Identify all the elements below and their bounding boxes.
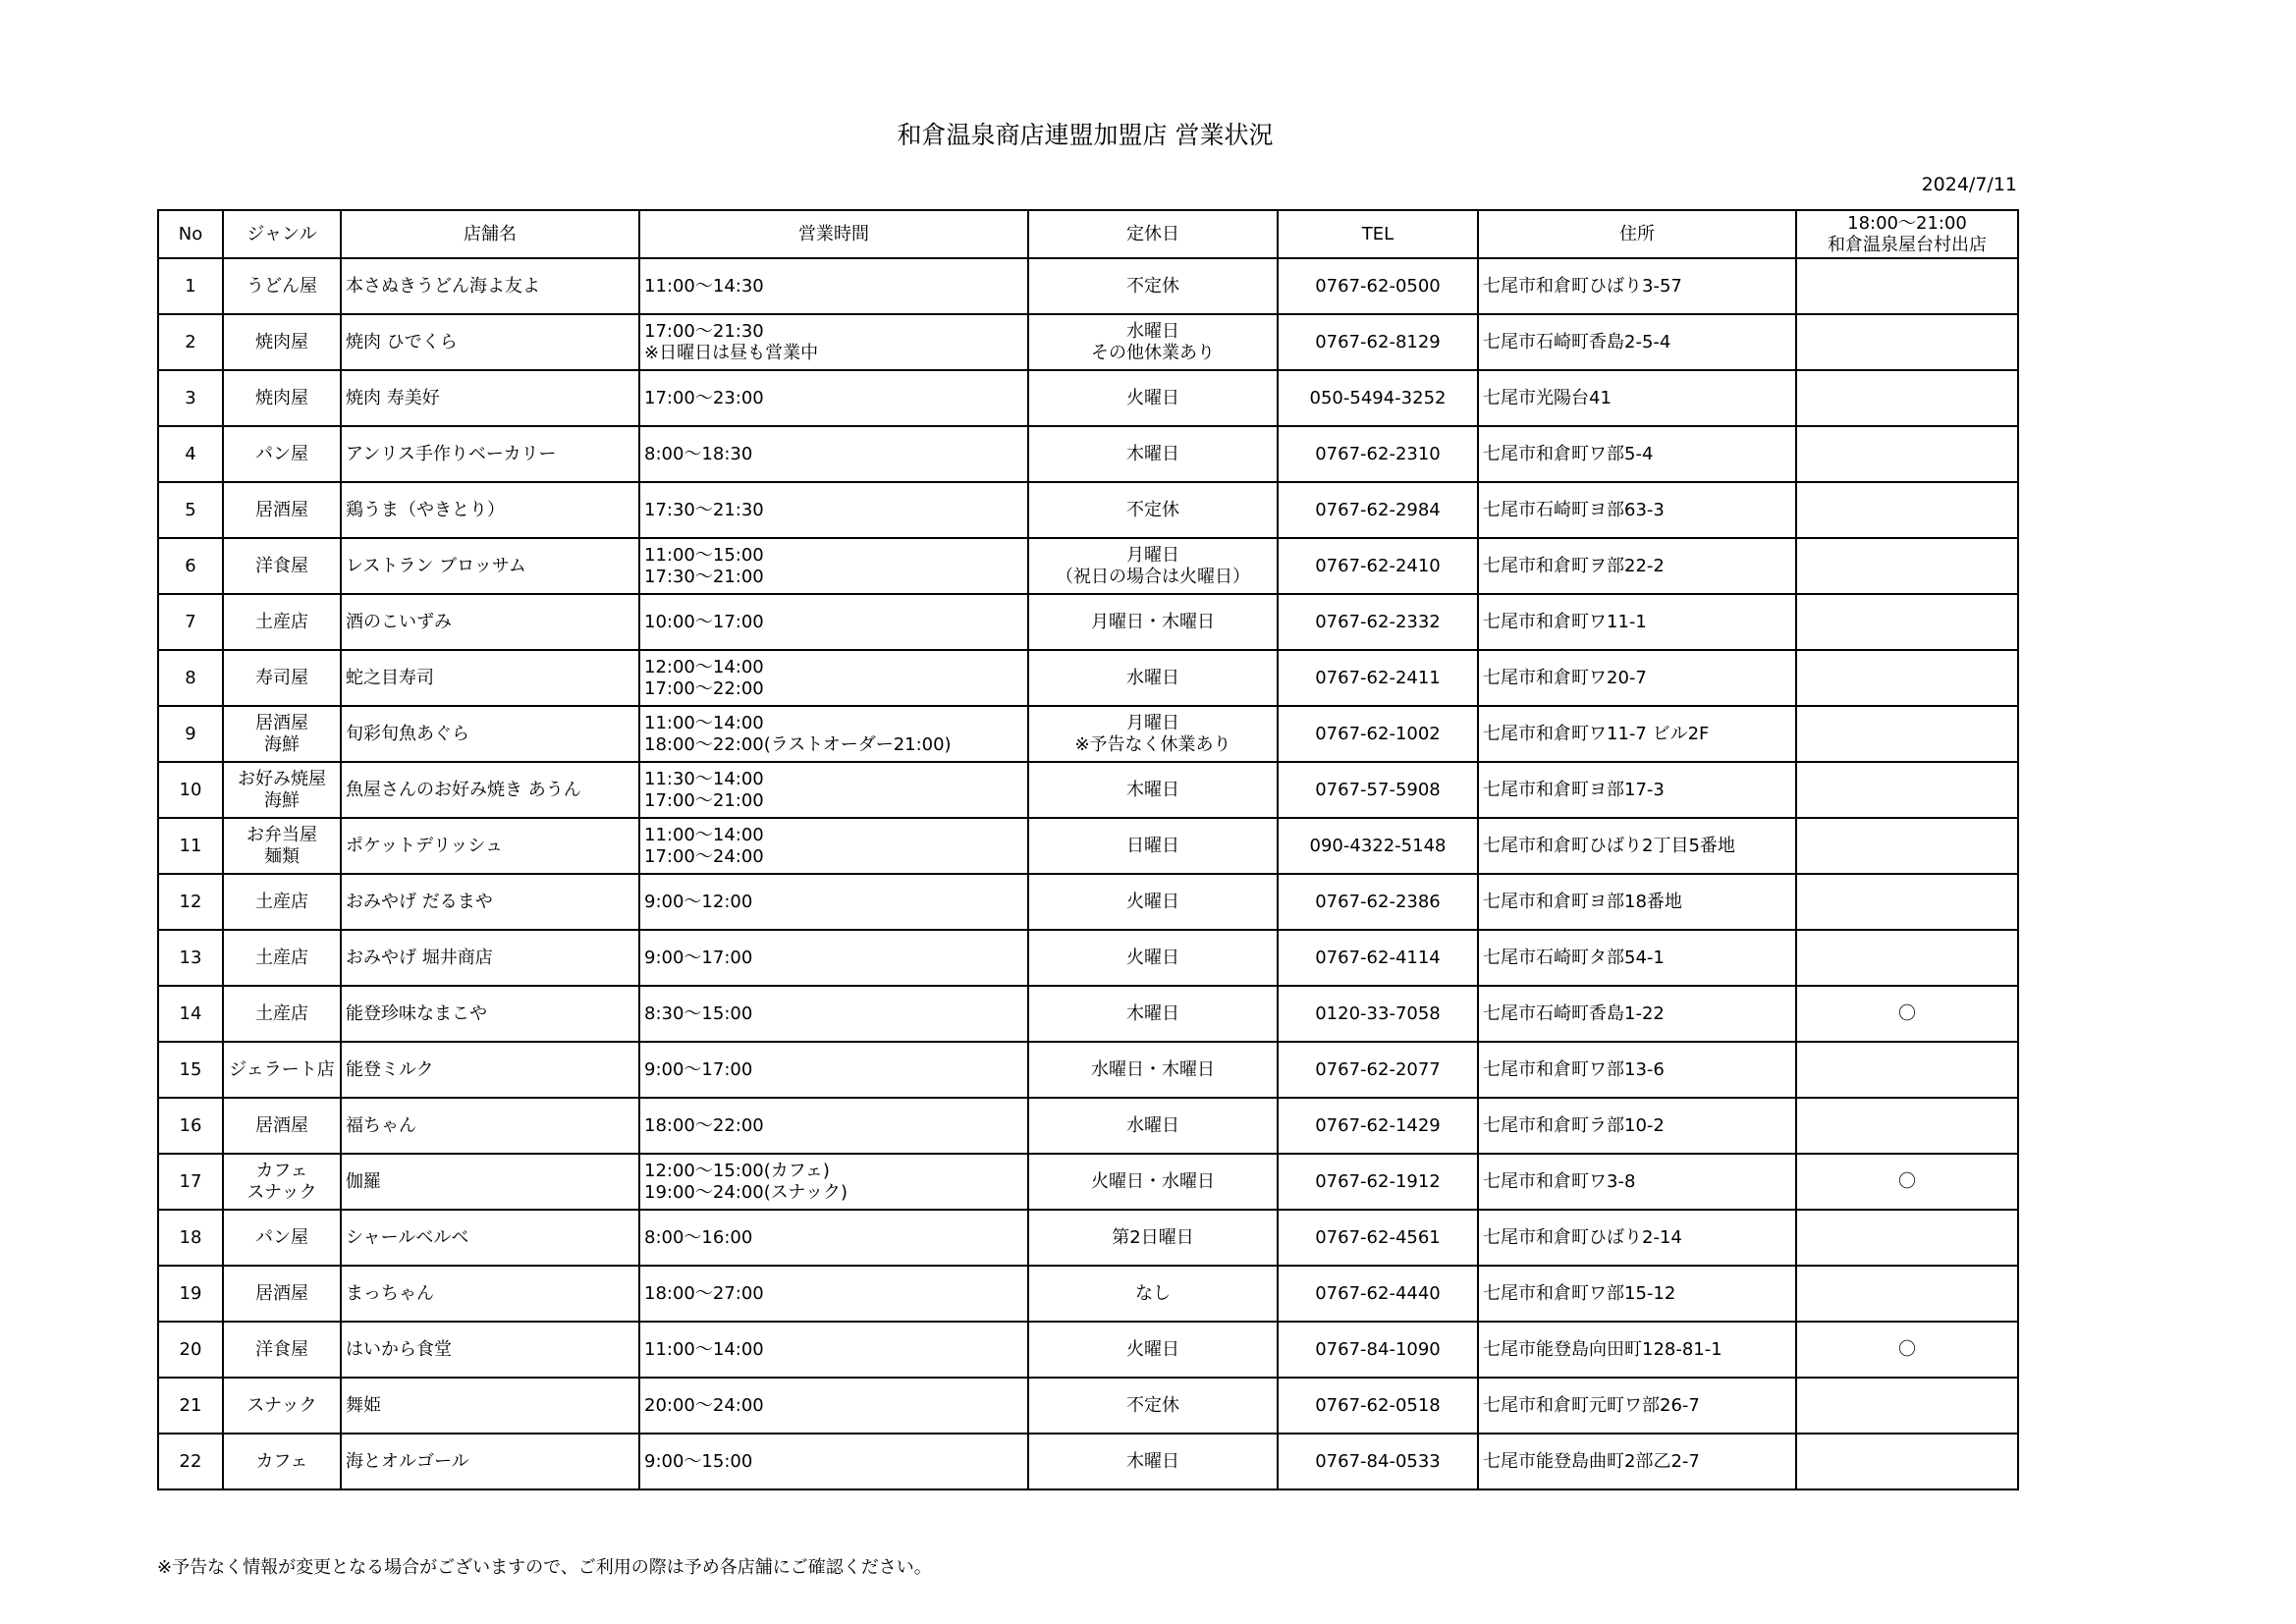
cell-yatai <box>1796 370 2018 426</box>
cell-hours <box>639 874 1028 930</box>
cell-genre-line: 洋食屋 <box>255 555 308 576</box>
cell-holiday-line: 水曜日 <box>1126 320 1179 342</box>
cell-holiday-line: 水曜日 <box>1126 1114 1179 1136</box>
cell-tel: 0767-57-5908 <box>1278 762 1478 818</box>
cell-genre-line: スナック <box>246 1394 317 1416</box>
cell-genre-line: カフェ <box>255 1160 308 1181</box>
table-row <box>158 818 2018 874</box>
cell-hours-line: 19:00～24:00(スナック) <box>644 1181 848 1203</box>
cell-yatai <box>1796 1042 2018 1098</box>
cell-hours <box>639 538 1028 594</box>
table-row <box>158 1266 2018 1322</box>
cell-hours-line: 18:00～27:00 <box>644 1282 764 1304</box>
cell-store-name: 海とオルゴール <box>341 1434 639 1489</box>
cell-holiday <box>1028 370 1278 426</box>
cell-genre <box>223 986 341 1042</box>
header-address: 住所 <box>1478 210 1796 258</box>
header-store-name: 店舗名 <box>341 210 639 258</box>
cell-store-name: 鶏うま（やきとり） <box>341 482 639 538</box>
cell-genre <box>223 1210 341 1266</box>
cell-yatai <box>1796 594 2018 650</box>
cell-genre-line: 土産店 <box>255 891 308 912</box>
cell-holiday <box>1028 1210 1278 1266</box>
cell-hours <box>639 1154 1028 1210</box>
cell-yatai: 〇 <box>1796 1322 2018 1378</box>
cell-yatai <box>1796 1210 2018 1266</box>
cell-genre-line: 焼肉屋 <box>255 331 308 352</box>
cell-hours <box>639 1042 1028 1098</box>
cell-genre <box>223 314 341 370</box>
cell-yatai <box>1796 538 2018 594</box>
cell-genre <box>223 762 341 818</box>
cell-hours-line: 8:00～16:00 <box>644 1226 753 1248</box>
cell-holiday <box>1028 650 1278 706</box>
cell-store-name: 焼肉 ひでくら <box>341 314 639 370</box>
cell-holiday-line: その他休業あり <box>1091 342 1215 363</box>
cell-holiday-line: 火曜日 <box>1126 947 1179 968</box>
cell-holiday-line: 不定休 <box>1126 275 1179 297</box>
cell-holiday <box>1028 874 1278 930</box>
table-row <box>158 930 2018 986</box>
cell-store-name: 舞姫 <box>341 1378 639 1434</box>
cell-holiday <box>1028 986 1278 1042</box>
cell-genre-line: 洋食屋 <box>255 1338 308 1360</box>
cell-no: 19 <box>158 1266 223 1322</box>
cell-holiday-line: 火曜日 <box>1126 387 1179 408</box>
cell-holiday <box>1028 594 1278 650</box>
cell-store-name: はいから食堂 <box>341 1322 639 1378</box>
cell-holiday <box>1028 818 1278 874</box>
cell-store-name: おみやげ だるまや <box>341 874 639 930</box>
table-row <box>158 1098 2018 1154</box>
cell-store-name: おみやげ 堀井商店 <box>341 930 639 986</box>
cell-holiday-line: 月曜日 <box>1126 712 1179 733</box>
cell-hours-line: 8:30～15:00 <box>644 1002 753 1024</box>
cell-tel: 0767-62-2310 <box>1278 426 1478 482</box>
cell-tel: 0767-62-4440 <box>1278 1266 1478 1322</box>
header-tel: TEL <box>1278 210 1478 258</box>
cell-hours <box>639 1210 1028 1266</box>
cell-store-name: まっちゃん <box>341 1266 639 1322</box>
table-row <box>158 1378 2018 1434</box>
cell-holiday <box>1028 538 1278 594</box>
cell-hours <box>639 370 1028 426</box>
page-title: 和倉温泉商店連盟加盟店 営業状況 <box>897 121 1274 149</box>
cell-genre-line: パン屋 <box>255 1226 308 1248</box>
table-row <box>158 762 2018 818</box>
cell-hours <box>639 258 1028 314</box>
cell-store-name: 能登珍味なまこや <box>341 986 639 1042</box>
cell-address: 七尾市和倉町ワ20-7 <box>1478 650 1796 706</box>
cell-holiday <box>1028 1378 1278 1434</box>
cell-hours <box>639 1266 1028 1322</box>
cell-genre <box>223 650 341 706</box>
cell-holiday <box>1028 1266 1278 1322</box>
cell-yatai <box>1796 1266 2018 1322</box>
table-row <box>158 482 2018 538</box>
cell-store-name: ポケットデリッシュ <box>341 818 639 874</box>
table-row <box>158 1154 2018 1210</box>
cell-genre-line: ジェラート店 <box>229 1058 335 1080</box>
cell-holiday <box>1028 258 1278 314</box>
cell-tel: 0120-33-7058 <box>1278 986 1478 1042</box>
table-row <box>158 1042 2018 1098</box>
table-row <box>158 370 2018 426</box>
cell-hours-line: 17:30～21:30 <box>644 499 764 520</box>
cell-yatai <box>1796 706 2018 762</box>
cell-holiday-line: 第2日曜日 <box>1112 1226 1194 1248</box>
cell-holiday-line: 月曜日 <box>1126 544 1179 566</box>
cell-hours-line: 11:30～14:00 <box>644 768 764 789</box>
cell-hours-line: 11:00～14:00 <box>644 824 764 845</box>
cell-holiday-line: 木曜日 <box>1126 1450 1179 1472</box>
cell-genre <box>223 1322 341 1378</box>
cell-holiday-line: 不定休 <box>1126 1394 1179 1416</box>
cell-address: 七尾市光陽台41 <box>1478 370 1796 426</box>
cell-yatai <box>1796 874 2018 930</box>
cell-genre <box>223 930 341 986</box>
cell-address: 七尾市和倉町ワ部13-6 <box>1478 1042 1796 1098</box>
cell-tel: 0767-62-0500 <box>1278 258 1478 314</box>
cell-genre-line: 居酒屋 <box>255 499 308 520</box>
cell-address: 七尾市和倉町ワ3-8 <box>1478 1154 1796 1210</box>
table-row <box>158 538 2018 594</box>
cell-address: 七尾市能登島曲町2部乙2-7 <box>1478 1434 1796 1489</box>
cell-address: 七尾市石崎町香島2-5-4 <box>1478 314 1796 370</box>
table-row <box>158 706 2018 762</box>
cell-address: 七尾市和倉町ワ11-7 ビル2F <box>1478 706 1796 762</box>
cell-no: 7 <box>158 594 223 650</box>
cell-hours-line: 10:00～17:00 <box>644 611 764 632</box>
cell-tel: 0767-62-8129 <box>1278 314 1478 370</box>
cell-genre <box>223 258 341 314</box>
cell-no: 16 <box>158 1098 223 1154</box>
cell-holiday <box>1028 426 1278 482</box>
cell-hours-line: 17:00～24:00 <box>644 845 764 867</box>
cell-hours-line: 17:00～21:30 <box>644 320 764 342</box>
cell-hours-line: 8:00～18:30 <box>644 443 753 464</box>
cell-genre <box>223 818 341 874</box>
cell-genre-line: 寿司屋 <box>255 667 308 688</box>
cell-genre-line: 居酒屋 <box>255 712 308 733</box>
cell-store-name: レストラン ブロッサム <box>341 538 639 594</box>
cell-hours-line: 20:00～24:00 <box>644 1394 764 1416</box>
cell-holiday-line: 火曜日・水曜日 <box>1091 1170 1215 1192</box>
cell-genre-line: スナック <box>246 1181 317 1203</box>
cell-yatai <box>1796 258 2018 314</box>
cell-no: 17 <box>158 1154 223 1210</box>
cell-genre-line: うどん屋 <box>246 275 317 297</box>
cell-no: 5 <box>158 482 223 538</box>
cell-address: 七尾市和倉町ワ部15-12 <box>1478 1266 1796 1322</box>
table-row <box>158 314 2018 370</box>
cell-hours <box>639 818 1028 874</box>
cell-hours-line: 11:00～14:30 <box>644 275 764 297</box>
table-row <box>158 986 2018 1042</box>
cell-genre <box>223 538 341 594</box>
cell-hours <box>639 482 1028 538</box>
table-row <box>158 1434 2018 1489</box>
cell-genre <box>223 1378 341 1434</box>
cell-no: 20 <box>158 1322 223 1378</box>
cell-no: 6 <box>158 538 223 594</box>
cell-no: 21 <box>158 1378 223 1434</box>
cell-tel: 0767-62-2077 <box>1278 1042 1478 1098</box>
cell-holiday-line: 木曜日 <box>1126 779 1179 800</box>
cell-genre-line: 焼肉屋 <box>255 387 308 408</box>
cell-yatai <box>1796 426 2018 482</box>
header-no: No <box>158 210 223 258</box>
cell-tel: 0767-62-4561 <box>1278 1210 1478 1266</box>
cell-yatai: 〇 <box>1796 986 2018 1042</box>
cell-holiday-line: 火曜日 <box>1126 1338 1179 1360</box>
cell-holiday-line: 木曜日 <box>1126 1002 1179 1024</box>
cell-holiday-line: 不定休 <box>1126 499 1179 520</box>
cell-address: 七尾市石崎町香島1-22 <box>1478 986 1796 1042</box>
table-body <box>158 258 2018 1489</box>
cell-no: 9 <box>158 706 223 762</box>
cell-hours-line: 9:00～17:00 <box>644 947 753 968</box>
cell-hours <box>639 1434 1028 1489</box>
cell-genre <box>223 1042 341 1098</box>
cell-genre <box>223 1434 341 1489</box>
cell-store-name: 旬彩旬魚あぐら <box>341 706 639 762</box>
cell-yatai <box>1796 1378 2018 1434</box>
cell-no: 18 <box>158 1210 223 1266</box>
cell-yatai <box>1796 762 2018 818</box>
cell-no: 3 <box>158 370 223 426</box>
cell-tel: 0767-62-2410 <box>1278 538 1478 594</box>
table-row <box>158 874 2018 930</box>
cell-tel: 0767-62-0518 <box>1278 1378 1478 1434</box>
cell-store-name: 能登ミルク <box>341 1042 639 1098</box>
cell-hours <box>639 314 1028 370</box>
cell-holiday <box>1028 762 1278 818</box>
table-row <box>158 426 2018 482</box>
cell-address: 七尾市和倉町ヨ部17-3 <box>1478 762 1796 818</box>
cell-hours-line: 17:00～22:00 <box>644 677 764 699</box>
cell-yatai <box>1796 1434 2018 1489</box>
cell-store-name: 伽羅 <box>341 1154 639 1210</box>
cell-hours-line: 11:00～15:00 <box>644 544 764 566</box>
cell-tel: 0767-62-2386 <box>1278 874 1478 930</box>
cell-holiday <box>1028 1042 1278 1098</box>
cell-hours-line: 9:00～15:00 <box>644 1450 753 1472</box>
cell-genre-line: お好み焼屋 <box>238 768 326 789</box>
document-date: 2024/7/11 <box>1921 174 2017 195</box>
cell-genre-line: お弁当屋 <box>246 824 317 845</box>
cell-no: 1 <box>158 258 223 314</box>
cell-genre-line: 土産店 <box>255 947 308 968</box>
store-status-table <box>157 209 2019 1490</box>
cell-yatai <box>1796 818 2018 874</box>
cell-store-name: 本さぬきうどん海よ友よ <box>341 258 639 314</box>
cell-no: 2 <box>158 314 223 370</box>
cell-hours <box>639 762 1028 818</box>
cell-no: 10 <box>158 762 223 818</box>
cell-hours-line: 12:00～14:00 <box>644 656 764 677</box>
cell-genre <box>223 1154 341 1210</box>
cell-tel: 0767-84-1090 <box>1278 1322 1478 1378</box>
table-row <box>158 594 2018 650</box>
cell-address: 七尾市和倉町元町ワ部26-7 <box>1478 1378 1796 1434</box>
cell-genre-line: 居酒屋 <box>255 1114 308 1136</box>
cell-address: 七尾市和倉町ワ11-1 <box>1478 594 1796 650</box>
cell-store-name: 蛇之目寿司 <box>341 650 639 706</box>
table-row <box>158 1322 2018 1378</box>
cell-genre-line: 海鮮 <box>264 789 300 811</box>
cell-genre <box>223 426 341 482</box>
cell-holiday-line: ※予告なく休業あり <box>1074 733 1231 755</box>
cell-hours <box>639 986 1028 1042</box>
cell-hours <box>639 1098 1028 1154</box>
cell-tel: 0767-62-2984 <box>1278 482 1478 538</box>
header-yatai <box>1796 210 2018 258</box>
cell-hours-line: 11:00～14:00 <box>644 712 764 733</box>
cell-holiday-line: （祝日の場合は火曜日） <box>1056 566 1250 587</box>
cell-holiday-line: 日曜日 <box>1126 835 1179 856</box>
cell-address: 七尾市和倉町ヨ部18番地 <box>1478 874 1796 930</box>
cell-hours-line: 18:00～22:00 <box>644 1114 764 1136</box>
cell-tel: 050-5494-3252 <box>1278 370 1478 426</box>
cell-genre <box>223 594 341 650</box>
cell-hours <box>639 1322 1028 1378</box>
cell-holiday-line: 水曜日 <box>1126 667 1179 688</box>
cell-holiday-line: 水曜日・木曜日 <box>1091 1058 1215 1080</box>
cell-genre <box>223 1098 341 1154</box>
cell-holiday <box>1028 1098 1278 1154</box>
cell-genre <box>223 1266 341 1322</box>
cell-holiday <box>1028 482 1278 538</box>
cell-genre-line: 土産店 <box>255 1002 308 1024</box>
cell-tel: 0767-62-2332 <box>1278 594 1478 650</box>
cell-no: 22 <box>158 1434 223 1489</box>
cell-tel: 0767-62-1912 <box>1278 1154 1478 1210</box>
cell-genre-line: パン屋 <box>255 443 308 464</box>
cell-genre <box>223 874 341 930</box>
cell-yatai <box>1796 482 2018 538</box>
cell-store-name: アンリス手作りベーカリー <box>341 426 639 482</box>
cell-holiday <box>1028 930 1278 986</box>
cell-hours-line: 9:00～17:00 <box>644 1058 753 1080</box>
cell-yatai <box>1796 930 2018 986</box>
cell-store-name: シャールベルベ <box>341 1210 639 1266</box>
header-yatai-time: 18:00～21:00 <box>1847 212 1967 234</box>
cell-yatai <box>1796 314 2018 370</box>
footnote: ※予告なく情報が変更となる場合がございますので、ご利用の際は予め各店舗にご確認ください。 <box>157 1557 932 1578</box>
header-hours: 営業時間 <box>639 210 1028 258</box>
cell-hours <box>639 706 1028 762</box>
cell-store-name: 福ちゃん <box>341 1098 639 1154</box>
cell-hours <box>639 1378 1028 1434</box>
cell-hours-line: ※日曜日は昼も営業中 <box>644 342 819 363</box>
cell-store-name: 焼肉 寿美好 <box>341 370 639 426</box>
cell-address: 七尾市和倉町ひばり3-57 <box>1478 258 1796 314</box>
cell-genre-line: 土産店 <box>255 611 308 632</box>
cell-address: 七尾市石崎町タ部54-1 <box>1478 930 1796 986</box>
cell-hours <box>639 594 1028 650</box>
cell-genre <box>223 706 341 762</box>
cell-store-name: 酒のこいずみ <box>341 594 639 650</box>
cell-no: 12 <box>158 874 223 930</box>
table-row <box>158 258 2018 314</box>
cell-no: 14 <box>158 986 223 1042</box>
cell-genre-line: カフェ <box>255 1450 308 1472</box>
cell-tel: 0767-62-1002 <box>1278 706 1478 762</box>
cell-genre-line: 海鮮 <box>264 733 300 755</box>
cell-no: 8 <box>158 650 223 706</box>
cell-genre <box>223 370 341 426</box>
cell-hours-line: 17:30～21:00 <box>644 566 764 587</box>
cell-hours <box>639 426 1028 482</box>
cell-hours <box>639 930 1028 986</box>
cell-address: 七尾市和倉町ひばり2-14 <box>1478 1210 1796 1266</box>
cell-tel: 0767-62-1429 <box>1278 1098 1478 1154</box>
cell-genre <box>223 482 341 538</box>
cell-address: 七尾市和倉町ひばり2丁目5番地 <box>1478 818 1796 874</box>
cell-hours-line: 11:00～14:00 <box>644 1338 764 1360</box>
cell-holiday <box>1028 1322 1278 1378</box>
cell-address: 七尾市和倉町ラ部10-2 <box>1478 1098 1796 1154</box>
cell-tel: 0767-62-4114 <box>1278 930 1478 986</box>
header-genre: ジャンル <box>223 210 341 258</box>
cell-holiday-line: 火曜日 <box>1126 891 1179 912</box>
cell-yatai <box>1796 1098 2018 1154</box>
cell-tel: 0767-84-0533 <box>1278 1434 1478 1489</box>
cell-yatai <box>1796 650 2018 706</box>
cell-tel: 090-4322-5148 <box>1278 818 1478 874</box>
cell-hours-line: 17:00～21:00 <box>644 789 764 811</box>
cell-no: 15 <box>158 1042 223 1098</box>
cell-hours-line: 18:00～22:00(ラストオーダー21:00) <box>644 733 952 755</box>
cell-hours <box>639 650 1028 706</box>
table-header-row <box>158 210 2018 258</box>
cell-tel: 0767-62-2411 <box>1278 650 1478 706</box>
cell-holiday <box>1028 1154 1278 1210</box>
cell-store-name: 魚屋さんのお好み焼き あうん <box>341 762 639 818</box>
cell-holiday <box>1028 1434 1278 1489</box>
header-holiday: 定休日 <box>1028 210 1278 258</box>
cell-address: 七尾市能登島向田町128-81-1 <box>1478 1322 1796 1378</box>
table-row <box>158 650 2018 706</box>
cell-hours-line: 9:00～12:00 <box>644 891 753 912</box>
header-yatai-label: 和倉温泉屋台村出店 <box>1828 234 1987 255</box>
cell-no: 4 <box>158 426 223 482</box>
cell-address: 七尾市和倉町ヲ部22-2 <box>1478 538 1796 594</box>
cell-holiday-line: なし <box>1135 1282 1171 1304</box>
cell-no: 13 <box>158 930 223 986</box>
cell-genre-line: 居酒屋 <box>255 1282 308 1304</box>
cell-holiday <box>1028 706 1278 762</box>
cell-holiday-line: 月曜日・木曜日 <box>1091 611 1215 632</box>
cell-holiday <box>1028 314 1278 370</box>
table-row <box>158 1210 2018 1266</box>
cell-address: 七尾市和倉町ワ部5-4 <box>1478 426 1796 482</box>
cell-holiday-line: 木曜日 <box>1126 443 1179 464</box>
cell-hours-line: 12:00～15:00(カフェ) <box>644 1160 830 1181</box>
cell-no: 11 <box>158 818 223 874</box>
cell-hours-line: 17:00～23:00 <box>644 387 764 408</box>
cell-address: 七尾市石崎町ヨ部63-3 <box>1478 482 1796 538</box>
cell-yatai: 〇 <box>1796 1154 2018 1210</box>
cell-genre-line: 麺類 <box>264 845 300 867</box>
